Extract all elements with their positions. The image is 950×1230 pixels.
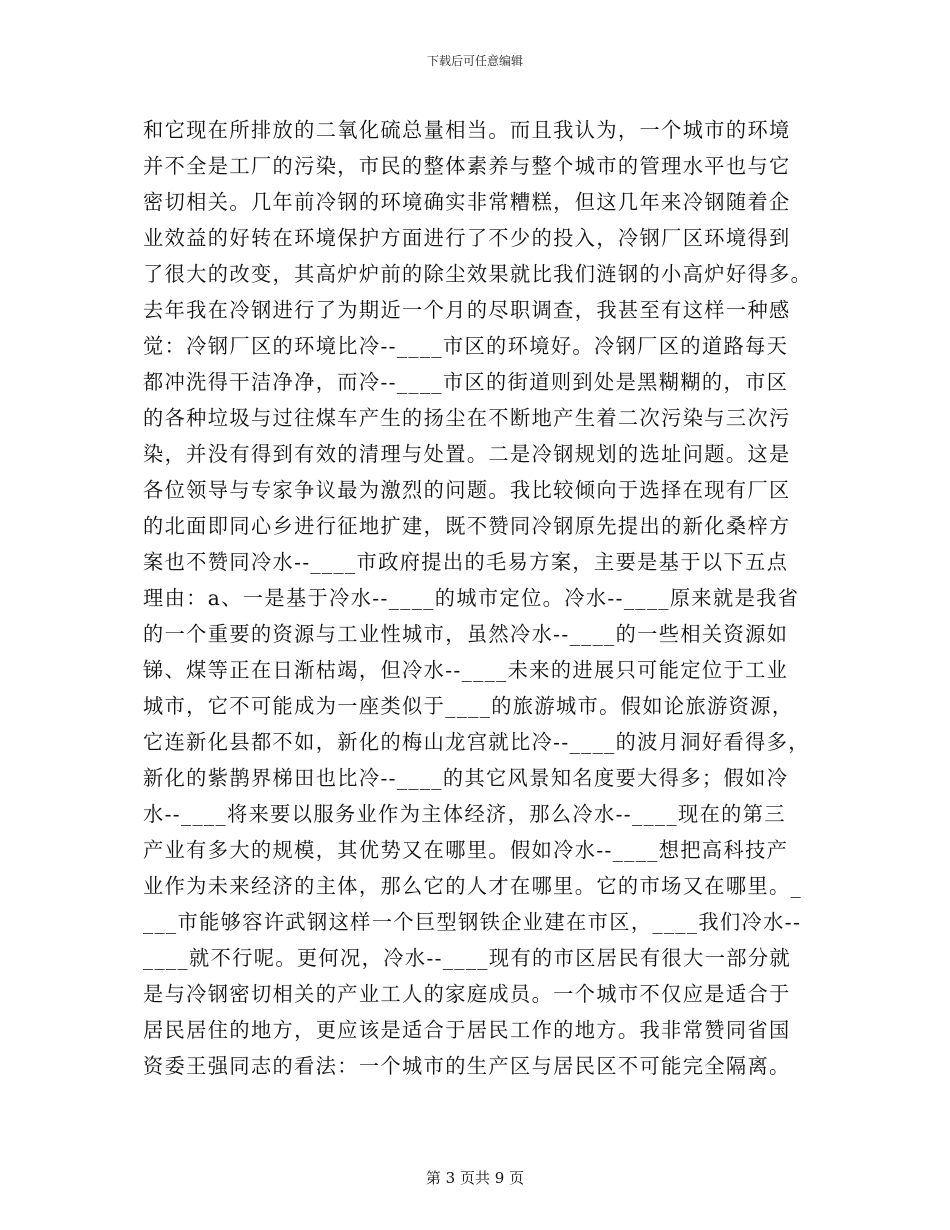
text-line: 水--____将来要以服务业作为主体经济，那么冷水--____现在的第三 bbox=[143, 802, 786, 826]
text-line: 居民居住的地方，更应该是适合于居民工作的地方。我非常赞同省国 bbox=[143, 1018, 791, 1042]
text-line: 锑、煤等正在日渐枯竭，但冷水--____未来的进展只可能定位于工业 bbox=[143, 658, 789, 682]
text-line: 新化的紫鹊界梯田也比冷--____的其它风景知名度要大得多；假如冷 bbox=[143, 766, 789, 790]
text-line: 城市，它不可能成为一座类似于____的旅游城市。假如论旅游资源， bbox=[143, 694, 794, 718]
text-line: 理由：a、一是基于冷水--____的城市定位。冷水--____原来就是我省 bbox=[143, 586, 800, 610]
text-line: 了很大的改变，其高炉炉前的除尘效果就比我们涟钢的小高炉好得多。 bbox=[143, 262, 813, 286]
text-line: 的北面即同心乡进行征地扩建，既不赞同冷钢原先提出的新化桑梓方 bbox=[143, 514, 791, 538]
text-line: 并不全是工厂的污染，市民的整体素养与整个城市的管理水平也与它 bbox=[143, 154, 791, 178]
text-line: 去年我在冷钢进行了为期近一个月的尽职调查，我甚至有这样一种感 bbox=[143, 298, 791, 322]
text-line: 资委王强同志的看法：一个城市的生产区与居民区不可能完全隔离。 bbox=[143, 1054, 791, 1078]
text-line: 案也不赞同冷水--____市政府提出的毛易方案，主要是基于以下五点 bbox=[143, 550, 789, 574]
text-line: 觉：冷钢厂区的环境比冷--____市区的环境好。冷钢厂区的道路每天 bbox=[143, 334, 789, 358]
text-line: 各位领导与专家争议最为激烈的问题。我比较倾向于选择在现有厂区 bbox=[143, 478, 791, 502]
page-header: 下载后可任意编辑 bbox=[426, 54, 523, 68]
text-line: 都冲洗得干洁净净，而冷--____市区的街道则到处是黑糊糊的，市区 bbox=[143, 370, 789, 394]
text-line: ___市能够容许武钢这样一个巨型钢铁企业建在市区，____我们冷水-- bbox=[143, 910, 802, 934]
text-line: 的各种垃圾与过往煤车产生的扬尘在不断地产生着二次污染与三次污 bbox=[143, 406, 791, 430]
text-line: ____就不行呢。更何况，冷水--____现有的市区居民有很大一部分就 bbox=[143, 946, 792, 970]
text-line: 它连新化县都不如，新化的梅山龙宫就比冷--____的波月洞好看得多， bbox=[143, 730, 810, 754]
page-number: 第 3 页共 9 页 bbox=[425, 1169, 525, 1187]
text-line: 密切相关。几年前冷钢的环境确实非常糟糕，但这几年来冷钢随着企 bbox=[143, 190, 791, 214]
text-line: 是与冷钢密切相关的产业工人的家庭成员。一个城市不仅应是适合于 bbox=[143, 982, 791, 1006]
document-body bbox=[143, 112, 811, 1084]
text-line: 业作为未来经济的主体，那么它的人才在哪里。它的市场又在哪里。_ bbox=[143, 874, 803, 898]
text-line: 染，并没有得到有效的清理与处置。二是冷钢规划的选址问题。这是 bbox=[143, 442, 791, 466]
text-line: 产业有多大的规模，其优势又在哪里。假如冷水--____想把高科技产 bbox=[143, 838, 789, 862]
text-line: 业效益的好转在环境保护方面进行了不少的投入，冷钢厂区环境得到 bbox=[143, 226, 791, 250]
text-line: 的一个重要的资源与工业性城市，虽然冷水--____的一些相关资源如 bbox=[143, 622, 789, 646]
text-line: 和它现在所排放的二氧化硫总量相当。而且我认为，一个城市的环境 bbox=[143, 118, 791, 142]
